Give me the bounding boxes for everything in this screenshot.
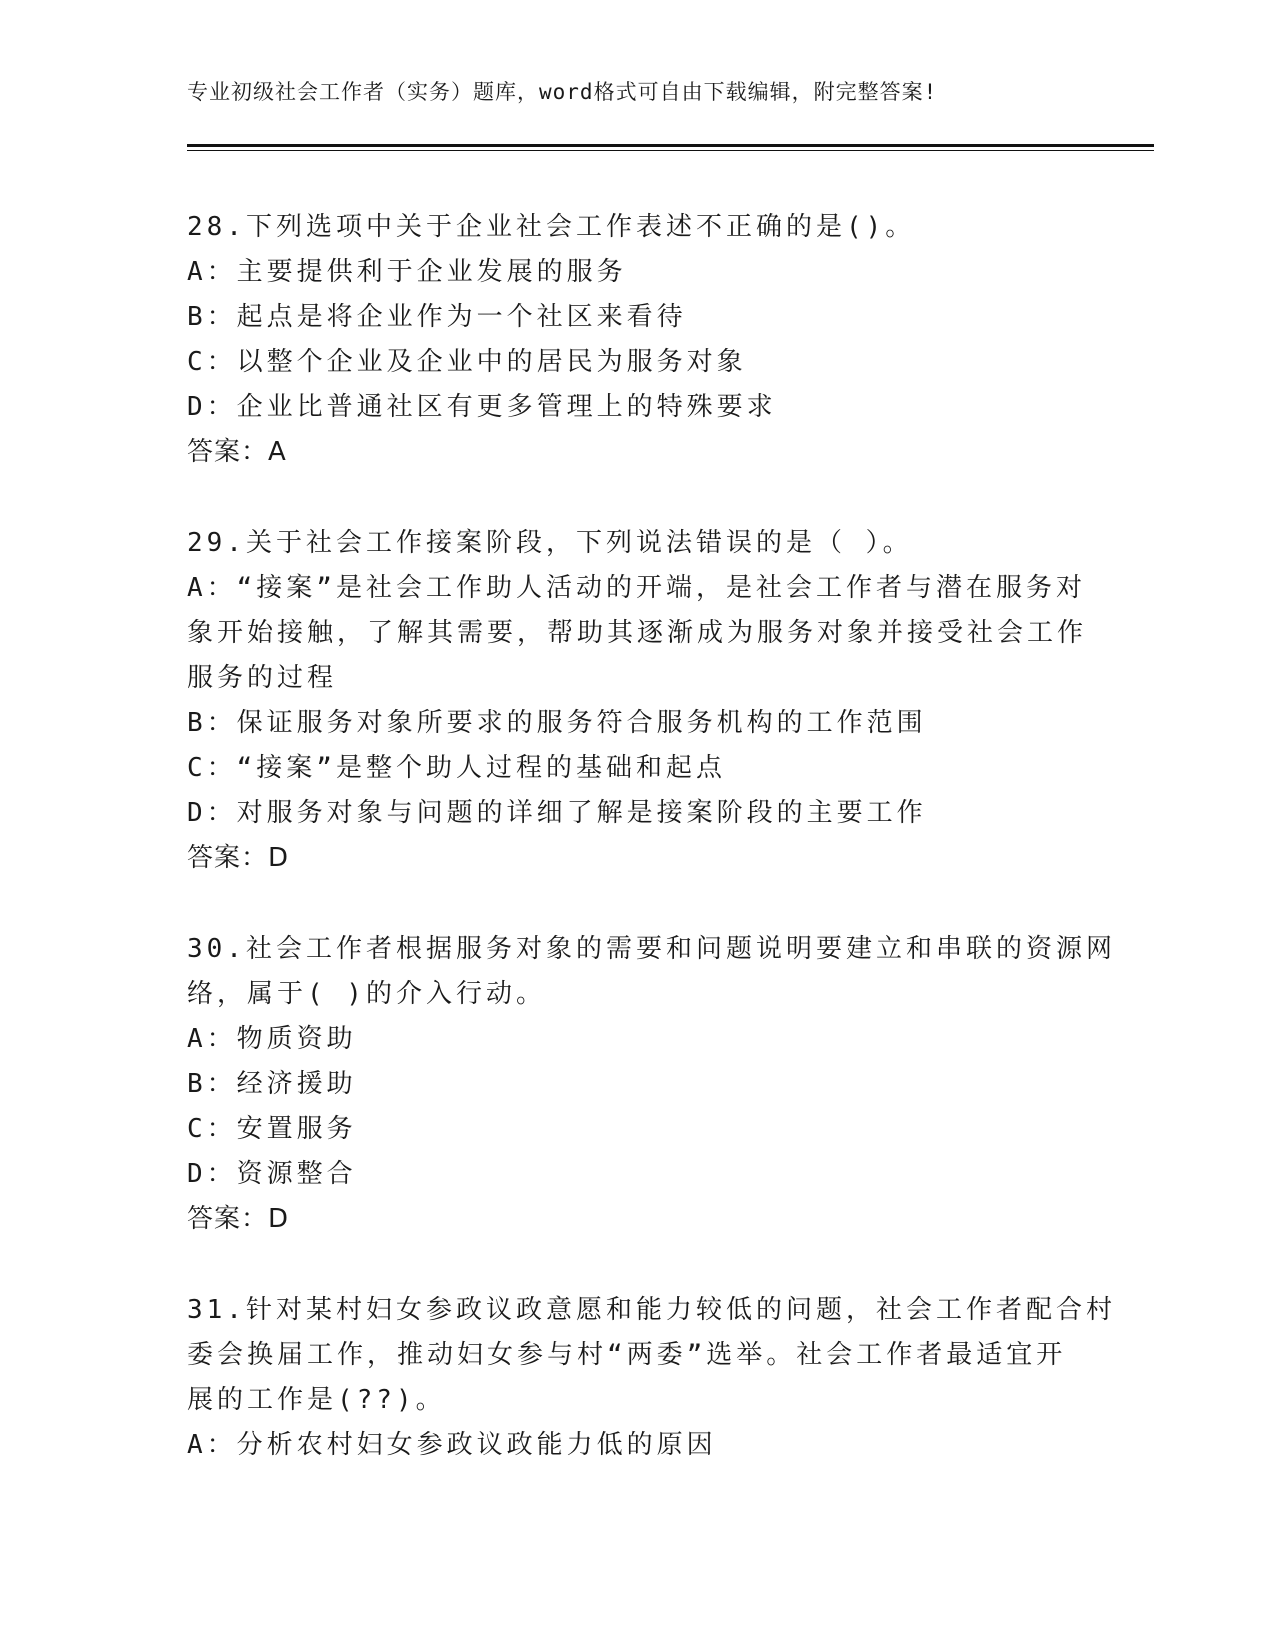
- option-a: A：主要提供利于企业发展的服务: [187, 257, 627, 287]
- question-31: [187, 1288, 1116, 1468]
- option-b: B：保证服务对象所要求的服务符合服务机构的工作范围: [187, 708, 927, 738]
- option-d: D：对服务对象与问题的详细了解是接案阶段的主要工作: [187, 798, 927, 828]
- header-title: 专业初级社会工作者（实务）题库，word格式可自由下载编辑，附完整答案!: [187, 80, 938, 104]
- question-stem: 29.关于社会工作接案阶段，下列说法错误的是（ ）。: [187, 528, 913, 558]
- question-30: [187, 927, 1116, 1242]
- answer-line: 答案：D: [187, 843, 290, 873]
- option-d: D：企业比普通社区有更多管理上的特殊要求: [187, 392, 777, 422]
- option-a: A：物质资助: [187, 1024, 357, 1054]
- option-a-continued: 服务的过程: [187, 663, 338, 693]
- header-rule-thick: [187, 144, 1154, 147]
- header-rule-thin: [187, 150, 1154, 151]
- option-a: A：分析农村妇女参政议政能力低的原因: [187, 1430, 717, 1460]
- question-stem-continued: 委会换届工作，推动妇女参与村“两委”选举。社会工作者最适宜开: [187, 1340, 1067, 1370]
- option-b: B：起点是将企业作为一个社区来看待: [187, 302, 687, 332]
- question-list: [187, 205, 1116, 1514]
- option-c: C：“接案”是整个助人过程的基础和起点: [187, 753, 726, 783]
- option-c: C：安置服务: [187, 1114, 357, 1144]
- question-stem: 30.社会工作者根据服务对象的需要和问题说明要建立和串联的资源网: [187, 934, 1116, 964]
- question-28: [187, 205, 1087, 475]
- option-c: C：以整个企业及企业中的居民为服务对象: [187, 347, 747, 377]
- option-a: A：“接案”是社会工作助人活动的开端，是社会工作者与潜在服务对: [187, 573, 1086, 603]
- option-a-continued: 象开始接触，了解其需要，帮助其逐渐成为服务对象并接受社会工作: [187, 618, 1088, 648]
- question-stem: 28.下列选项中关于企业社会工作表述不正确的是()。: [187, 212, 916, 242]
- question-stem-continued: 络，属于( )的介入行动。: [187, 979, 546, 1009]
- option-b: B：经济援助: [187, 1069, 357, 1099]
- answer-line: 答案：A: [187, 437, 287, 467]
- question-29: [187, 521, 1087, 881]
- answer-line: 答案：D: [187, 1204, 290, 1234]
- question-stem: 31.针对某村妇女参政议政意愿和能力较低的问题，社会工作者配合村: [187, 1295, 1116, 1325]
- question-stem-continued: 展的工作是(??)。: [187, 1385, 446, 1415]
- option-d: D：资源整合: [187, 1159, 357, 1189]
